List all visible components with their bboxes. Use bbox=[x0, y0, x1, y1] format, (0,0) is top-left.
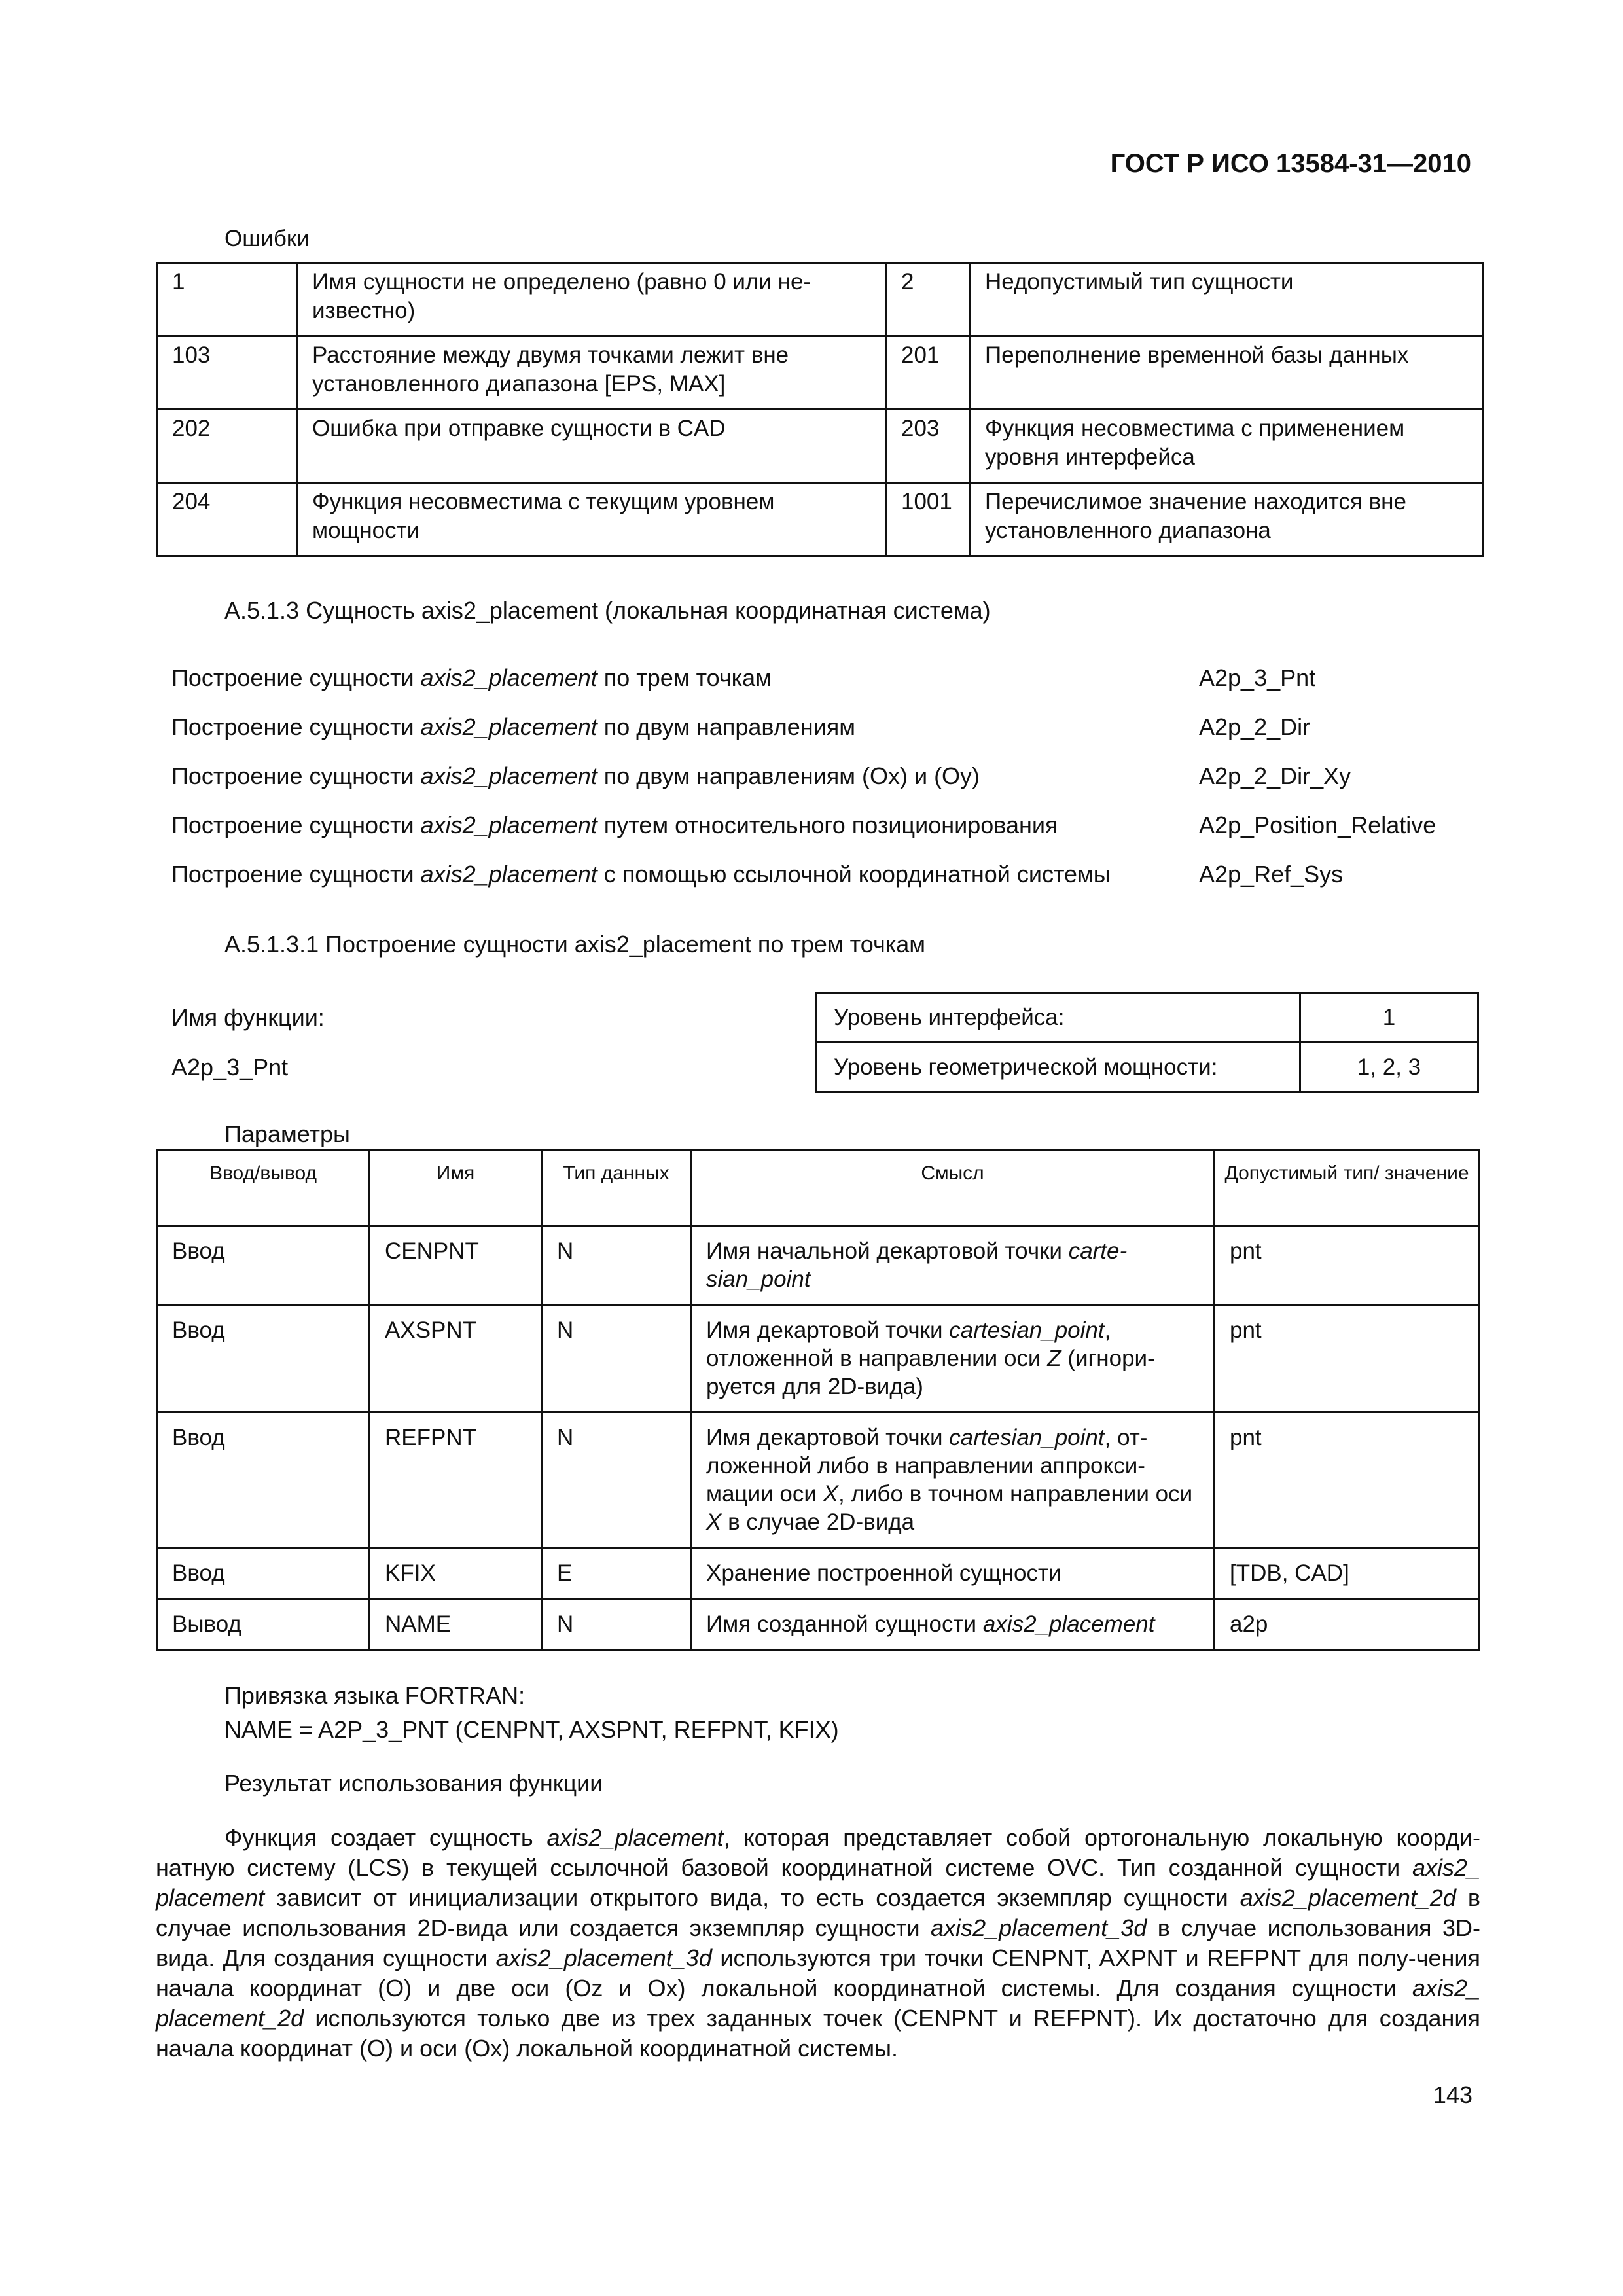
function-code: A2p_Ref_Sys bbox=[1199, 861, 1344, 888]
error-text: Имя сущности не определено (равно 0 или не-известно) bbox=[297, 263, 886, 336]
param-name: AXSPNT bbox=[370, 1305, 542, 1412]
error-text: Перечислимое значение находится вне установленного диапазона bbox=[970, 483, 1484, 556]
param-io: Ввод bbox=[157, 1226, 370, 1305]
list-item bbox=[171, 664, 1480, 713]
error-code: 2 bbox=[886, 263, 970, 336]
table-row bbox=[157, 263, 1484, 336]
list-item bbox=[171, 713, 1480, 762]
error-code: 1001 bbox=[886, 483, 970, 556]
table-row bbox=[157, 336, 1484, 410]
error-code: 1 bbox=[157, 263, 297, 336]
param-name: NAME bbox=[370, 1599, 542, 1650]
error-text: Функция несовместима с текущим уровнем мощности bbox=[297, 483, 886, 556]
param-type: E bbox=[542, 1548, 691, 1599]
column-header: Ввод/вывод bbox=[157, 1151, 370, 1226]
function-list bbox=[171, 664, 1480, 910]
result-heading: Результат использования функции bbox=[224, 1770, 603, 1797]
error-text: Переполнение временной базы данных bbox=[970, 336, 1484, 410]
error-text: Ошибка при отправке сущности в CAD bbox=[297, 410, 886, 483]
function-name-label: Имя функции: bbox=[171, 1004, 325, 1031]
param-allowed: a2p bbox=[1215, 1599, 1480, 1650]
table-row bbox=[157, 1305, 1480, 1412]
list-item bbox=[171, 861, 1480, 910]
param-allowed: pnt bbox=[1215, 1412, 1480, 1548]
param-meaning: Имя декартовой точки cartesian_point, отложенной в направлении оси Z (игнори-руется для 2D-вида) bbox=[691, 1305, 1215, 1412]
param-allowed: pnt bbox=[1215, 1305, 1480, 1412]
interface-level-label: Уровень интерфейса: bbox=[816, 993, 1300, 1043]
function-description: Построение сущности axis2_placement путем относительного позиционирования bbox=[171, 812, 1058, 838]
param-allowed: [TDB, CAD] bbox=[1215, 1548, 1480, 1599]
error-text: Недопустимый тип сущности bbox=[970, 263, 1484, 336]
interface-level-value: 1 bbox=[1300, 993, 1478, 1043]
function-code: A2p_3_Pnt bbox=[1199, 664, 1316, 691]
levels-table bbox=[815, 992, 1479, 1093]
list-item bbox=[171, 762, 1480, 812]
page-number: 143 bbox=[1433, 2081, 1472, 2108]
table-row bbox=[157, 1412, 1480, 1548]
param-meaning: Хранение построенной сущности bbox=[691, 1548, 1215, 1599]
result-text: Функция создает сущность axis2_placement, которая представляет собой ортогональную локальную коорди-натную систему (LCS) в текущей ссылочной базовой координатной системе OVC. Тип созданной сущности axis2_ placement зависит от инициализации открытого вида, то есть создается экземпляр сущности axis2_placement_2d в случае использования 2D-вида или создается экземпляр сущности axis2_placement_3d в случае использования 3D-вида. Для создания сущности axis2_placement_3d используются три точки CENPNT, AXPNT и REFPNT для полу-чения начала координат (O) и две оси (Oz и Ox) локальной координатной системы. Для создания сущности axis2_ placement_2d используются только две из трех заданных точек (CENPNT и REFPNT). Их достаточно для создания начала координат (O) и оси (Ox) локальной координатной системы. bbox=[156, 1824, 1481, 2062]
table-row bbox=[816, 1043, 1478, 1092]
fortran-code: NAME = A2P_3_PNT (CENPNT, AXSPNT, REFPNT, KFIX) bbox=[224, 1716, 839, 1743]
param-name: CENPNT bbox=[370, 1226, 542, 1305]
standard-header: ГОСТ Р ИСО 13584-31—2010 bbox=[1110, 149, 1471, 178]
param-meaning: Имя созданной сущности axis2_placement bbox=[691, 1599, 1215, 1650]
geometry-level-label: Уровень геометрической мощности: bbox=[816, 1043, 1300, 1092]
fortran-label: Привязка языка FORTRAN: bbox=[224, 1682, 526, 1709]
function-description: Построение сущности axis2_placement с помощью ссылочной координатной системы bbox=[171, 861, 1111, 888]
table-row bbox=[157, 1599, 1480, 1650]
param-meaning: Имя декартовой точки cartesian_point, от-ложенной либо в направлении аппрокси-мации оси X, либо в точном направлении оси X в случае 2D-вида bbox=[691, 1412, 1215, 1548]
param-name: KFIX bbox=[370, 1548, 542, 1599]
error-code: 203 bbox=[886, 410, 970, 483]
fortran-binding bbox=[224, 1679, 839, 1801]
function-description: Построение сущности axis2_placement по двум направлениям bbox=[171, 713, 855, 740]
param-io: Ввод bbox=[157, 1305, 370, 1412]
param-io: Ввод bbox=[157, 1412, 370, 1548]
function-code: A2p_2_Dir_Xy bbox=[1199, 762, 1351, 789]
param-io: Ввод bbox=[157, 1548, 370, 1599]
param-io: Вывод bbox=[157, 1599, 370, 1650]
parameters-table bbox=[156, 1149, 1480, 1651]
param-type: N bbox=[542, 1305, 691, 1412]
function-description: Построение сущности axis2_placement по двум направлениям (Ox) и (Oy) bbox=[171, 762, 980, 789]
table-header-row bbox=[157, 1151, 1480, 1226]
column-header: Имя bbox=[370, 1151, 542, 1226]
param-type: N bbox=[542, 1412, 691, 1548]
table-row bbox=[157, 410, 1484, 483]
error-code: 202 bbox=[157, 410, 297, 483]
error-text: Расстояние между двумя точками лежит вне установленного диапазона [EPS, MAX] bbox=[297, 336, 886, 410]
error-code: 103 bbox=[157, 336, 297, 410]
param-type: N bbox=[542, 1599, 691, 1650]
section-heading: A.5.1.3 Сущность axis2_placement (локальная координатная система) bbox=[224, 597, 991, 624]
table-row bbox=[157, 1548, 1480, 1599]
function-description: Построение сущности axis2_placement по трем точкам bbox=[171, 664, 772, 691]
list-item bbox=[171, 812, 1480, 861]
geometry-level-value: 1, 2, 3 bbox=[1300, 1043, 1478, 1092]
subsection-heading: A.5.1.3.1 Построение сущности axis2_placement по трем точкам bbox=[224, 931, 926, 958]
column-header: Тип данных bbox=[542, 1151, 691, 1226]
error-code: 204 bbox=[157, 483, 297, 556]
function-code: A2p_Position_Relative bbox=[1199, 812, 1436, 838]
param-allowed: pnt bbox=[1215, 1226, 1480, 1305]
table-row bbox=[157, 1226, 1480, 1305]
parameters-caption: Параметры bbox=[224, 1121, 350, 1147]
param-meaning: Имя начальной декартовой точки carte-sian_point bbox=[691, 1226, 1215, 1305]
errors-table bbox=[156, 262, 1484, 557]
table-row bbox=[157, 483, 1484, 556]
result-paragraph bbox=[156, 1823, 1480, 2064]
error-text: Функция несовместима с применением уровня интерфейса bbox=[970, 410, 1484, 483]
column-header: Смысл bbox=[691, 1151, 1215, 1226]
table-row bbox=[816, 993, 1478, 1043]
error-code: 201 bbox=[886, 336, 970, 410]
column-header: Допустимый тип/ значение bbox=[1215, 1151, 1480, 1226]
param-name: REFPNT bbox=[370, 1412, 542, 1548]
function-name-value: A2p_3_Pnt bbox=[171, 1054, 289, 1081]
errors-caption: Ошибки bbox=[224, 226, 310, 251]
param-type: N bbox=[542, 1226, 691, 1305]
function-code: A2p_2_Dir bbox=[1199, 713, 1311, 740]
